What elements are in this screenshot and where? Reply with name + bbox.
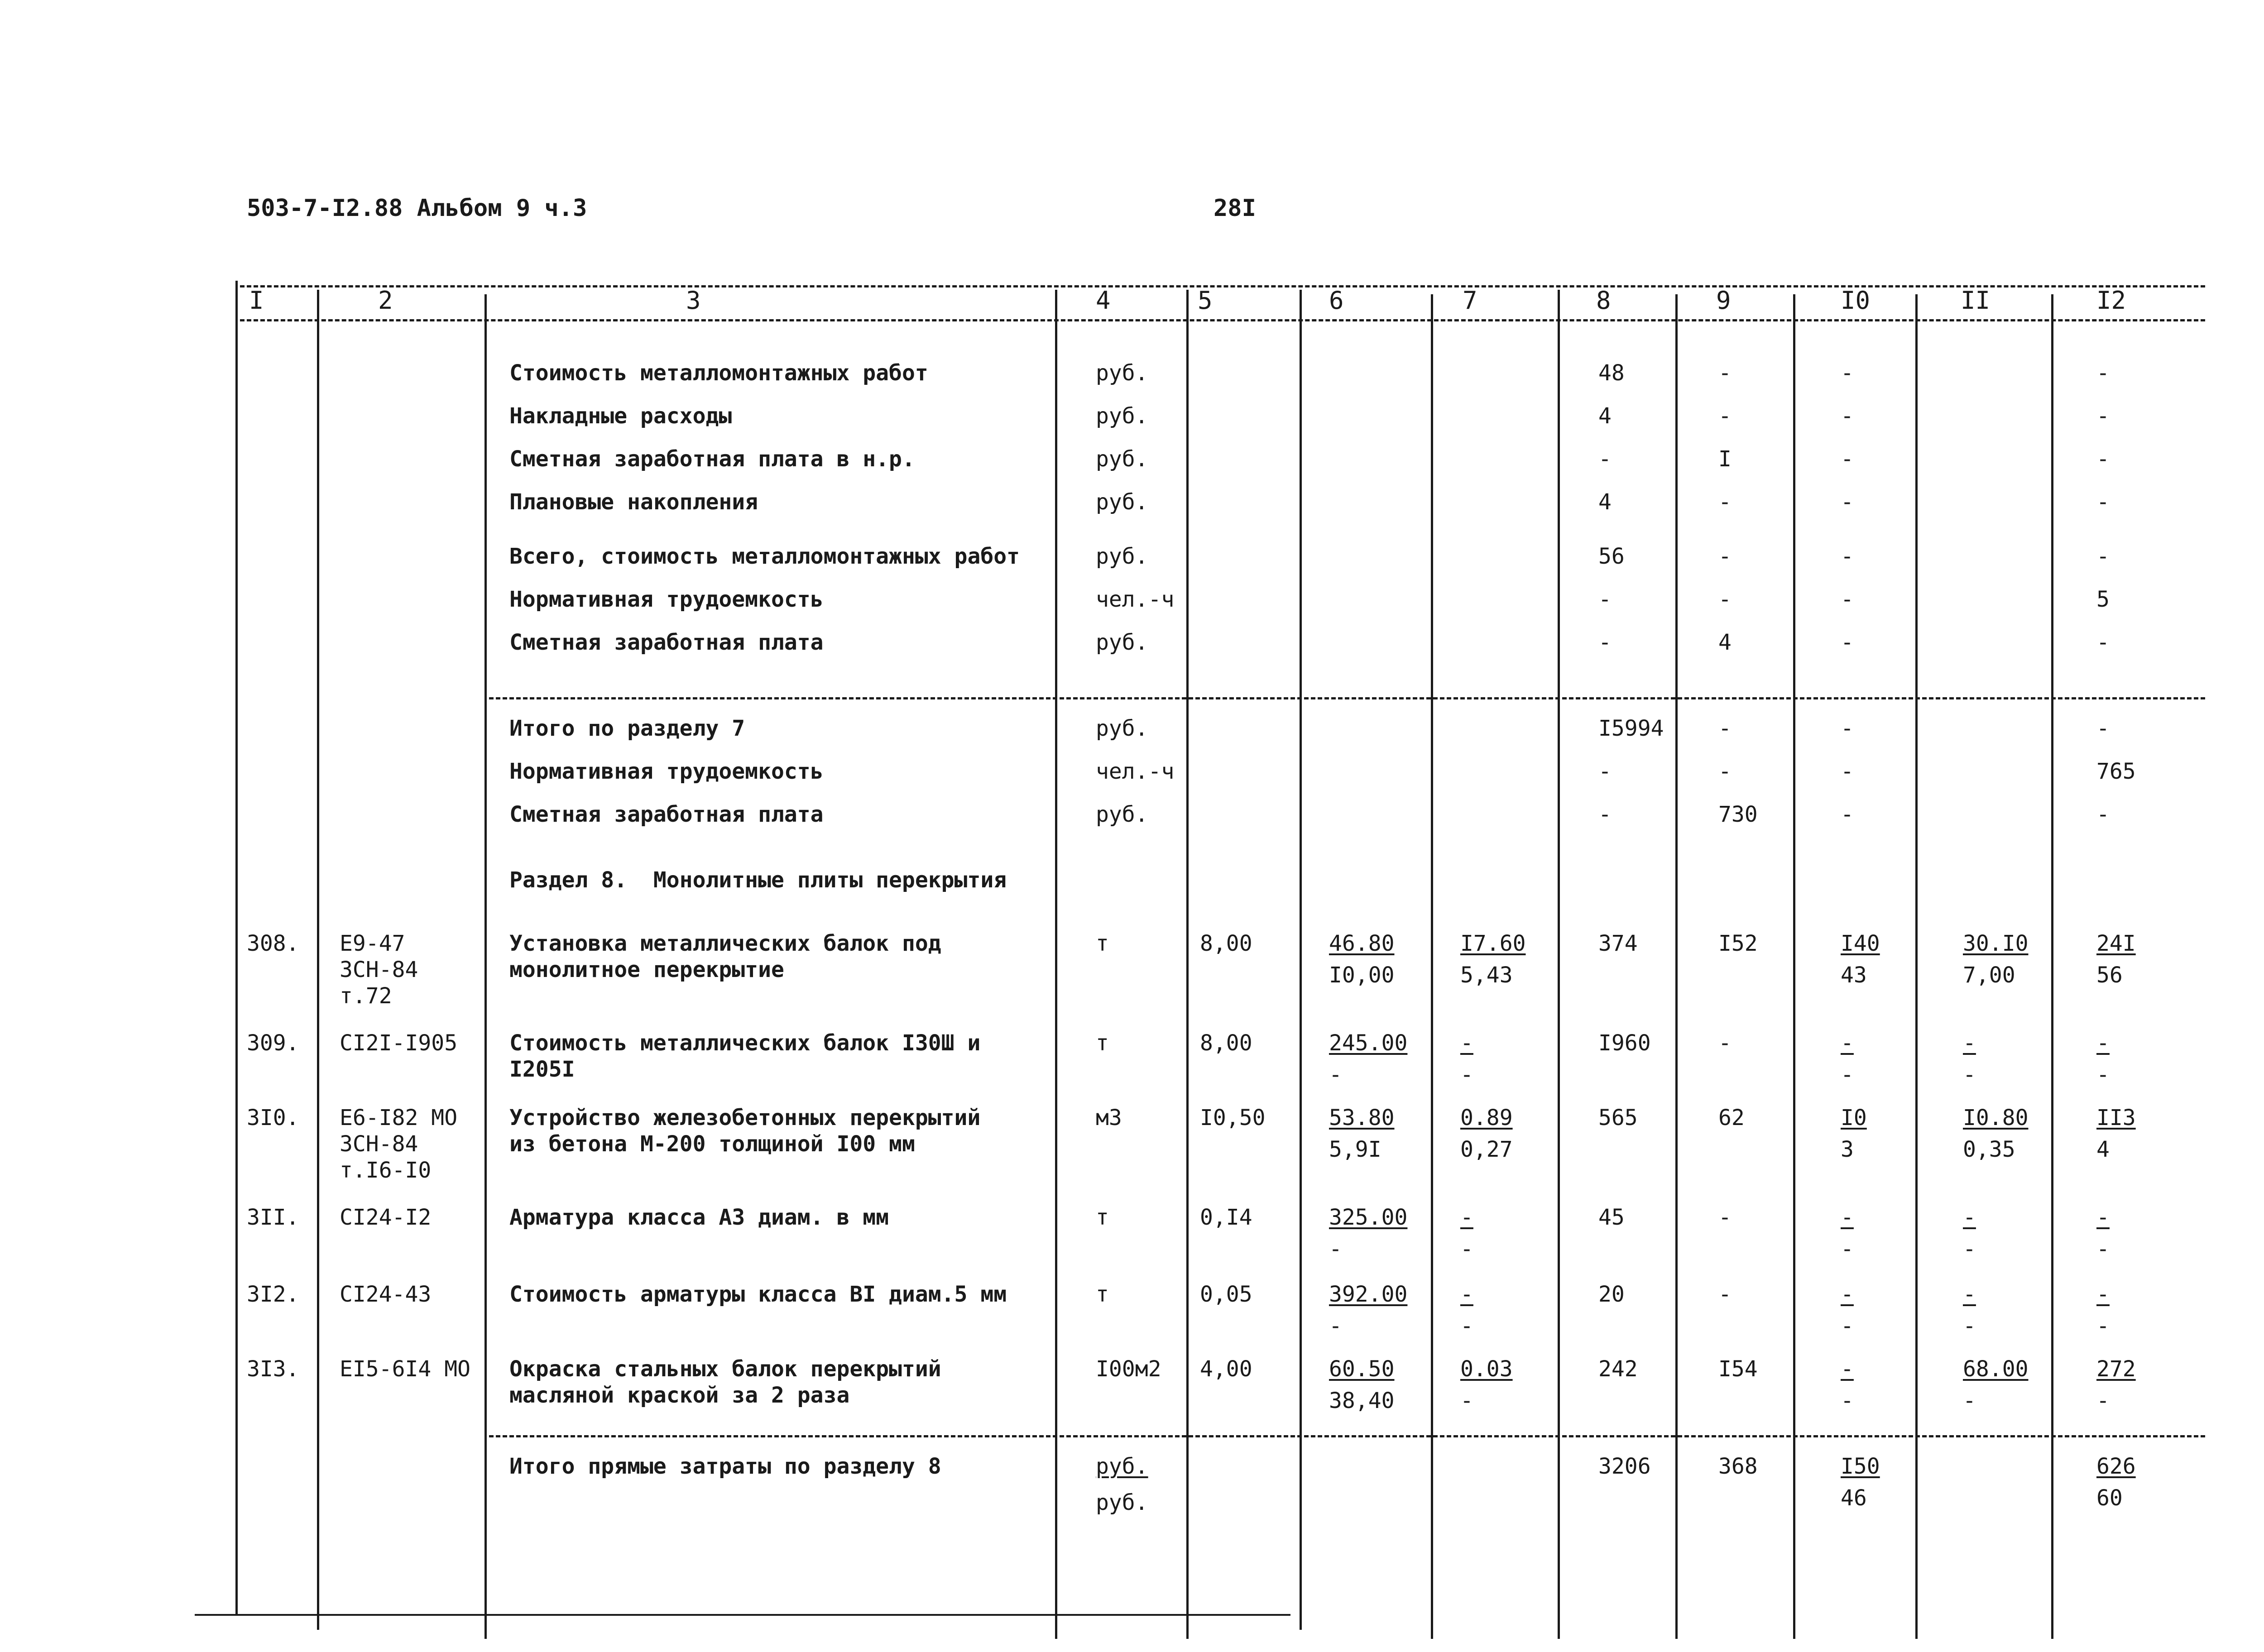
row-col7-top: 0.03 xyxy=(1460,1356,1513,1382)
row-col10: - xyxy=(1841,544,1854,569)
row-col12: - xyxy=(2096,544,2110,569)
row-col9: - xyxy=(1718,759,1732,784)
row-code: Е9-47 ЗСН-84 т.72 xyxy=(340,931,418,1009)
table-bottom-rule xyxy=(195,1614,1290,1616)
row-col9: - xyxy=(1718,544,1732,569)
row-unit: чел.-ч xyxy=(1096,587,1175,612)
table-dashed-rule xyxy=(240,285,2205,287)
row-col11-top: - xyxy=(1963,1282,1976,1307)
table-dashed-rule xyxy=(489,697,2205,699)
row-col10: - xyxy=(1841,716,1854,741)
row-col7-top: - xyxy=(1460,1282,1473,1307)
row-quantity: 0,05 xyxy=(1200,1282,1252,1307)
column-header-8: 8 xyxy=(1596,286,1611,315)
row-col9: - xyxy=(1718,1030,1732,1056)
row-col6-bottom: 38,40 xyxy=(1329,1388,1395,1413)
row-unit: руб. xyxy=(1096,489,1148,515)
row-description: Сметная заработная плата в н.р. xyxy=(509,446,915,472)
table-column-rule xyxy=(317,290,319,1630)
row-col10: - xyxy=(1841,360,1854,386)
row-col10: - xyxy=(1841,446,1854,472)
row-number: 3II. xyxy=(247,1205,299,1230)
row-number: 3I3. xyxy=(247,1356,299,1382)
row-col6-bottom: - xyxy=(1329,1236,1342,1262)
row-col12-top: - xyxy=(2096,1282,2110,1307)
row-col10-top: - xyxy=(1841,1356,1854,1382)
row-col12-top: 626 xyxy=(2096,1454,2136,1479)
row-col10-top: - xyxy=(1841,1282,1854,1307)
row-col9: I54 xyxy=(1718,1356,1758,1382)
row-number: 309. xyxy=(247,1030,299,1056)
column-header-6: 6 xyxy=(1329,286,1344,315)
row-code: Е6-I82 МО ЗСН-84 т.I6-I0 xyxy=(340,1105,458,1183)
row-col12: 5 xyxy=(2096,587,2110,612)
row-unit: т xyxy=(1096,1030,1109,1056)
row-col8: 4 xyxy=(1598,489,1612,515)
row-description: Сметная заработная плата xyxy=(509,802,824,827)
row-col9: - xyxy=(1718,716,1732,741)
row-description: Стоимость металлических балок I30Ш и I205I xyxy=(509,1030,981,1082)
column-header-11: II xyxy=(1961,286,1991,315)
row-col6-top: 60.50 xyxy=(1329,1356,1395,1382)
row-unit: руб. xyxy=(1096,716,1148,741)
row-col10-bottom: - xyxy=(1841,1313,1854,1339)
row-number: 3I0. xyxy=(247,1105,299,1130)
row-col12-top: 24I xyxy=(2096,931,2136,956)
row-description: Сметная заработная плата xyxy=(509,630,824,655)
row-unit: т xyxy=(1096,931,1109,956)
row-quantity: 8,00 xyxy=(1200,931,1252,956)
row-col9: 4 xyxy=(1718,630,1732,655)
row-col12-bottom: - xyxy=(2096,1313,2110,1339)
row-col8: 242 xyxy=(1598,1356,1638,1382)
row-unit-secondary: руб. xyxy=(1096,1490,1148,1515)
row-description: Нормативная трудоемкость xyxy=(509,759,824,784)
row-col11-bottom: - xyxy=(1963,1313,1976,1339)
row-unit: чел.-ч xyxy=(1096,759,1175,784)
row-col12: - xyxy=(2096,360,2110,386)
row-unit: руб. xyxy=(1096,1454,1148,1479)
row-description: Установка металлических балок под монолитное перекрытие xyxy=(509,931,941,982)
row-col7-bottom: - xyxy=(1460,1388,1473,1413)
row-col9: - xyxy=(1718,360,1732,386)
row-col9: 368 xyxy=(1718,1454,1758,1479)
row-col8: - xyxy=(1598,759,1612,784)
row-description: Нормативная трудоемкость xyxy=(509,587,824,612)
column-header-3: 3 xyxy=(686,286,701,315)
column-header-1: I xyxy=(249,286,264,315)
row-description: Плановые накопления xyxy=(509,489,758,515)
row-col10-bottom: 46 xyxy=(1841,1485,1867,1511)
row-col7-bottom: - xyxy=(1460,1313,1473,1339)
row-description: Окраска стальных балок перекрытий масляной краской за 2 раза xyxy=(509,1356,941,1408)
row-col12: - xyxy=(2096,489,2110,515)
row-description: Итого по разделу 7 xyxy=(509,716,745,741)
row-description: Итого прямые затраты по разделу 8 xyxy=(509,1454,941,1479)
row-col7-top: - xyxy=(1460,1030,1473,1056)
table-column-rule xyxy=(235,281,238,1614)
column-header-7: 7 xyxy=(1463,286,1477,315)
row-unit: I00м2 xyxy=(1096,1356,1161,1382)
row-col8: I5994 xyxy=(1598,716,1664,741)
column-header-9: 9 xyxy=(1716,286,1731,315)
row-col8: 565 xyxy=(1598,1105,1638,1130)
row-col6-top: 53.80 xyxy=(1329,1105,1395,1130)
row-description: Устройство железобетонных перекрытий из бетона М-200 толщиной I00 мм xyxy=(509,1105,981,1157)
table-dashed-rule xyxy=(489,1435,2205,1437)
row-description: Арматура класса А3 диам. в мм xyxy=(509,1205,889,1230)
row-col12: - xyxy=(2096,802,2110,827)
row-col8: - xyxy=(1598,630,1612,655)
row-col8: I960 xyxy=(1598,1030,1651,1056)
row-unit: руб. xyxy=(1096,630,1148,655)
row-col10: - xyxy=(1841,630,1854,655)
row-col12-top: - xyxy=(2096,1205,2110,1230)
row-col6-bottom: I0,00 xyxy=(1329,962,1395,988)
row-unit: т xyxy=(1096,1205,1109,1230)
row-description: Всего, стоимость металломонтажных работ xyxy=(509,544,1020,569)
row-col12: - xyxy=(2096,630,2110,655)
row-col8: 3206 xyxy=(1598,1454,1651,1479)
row-col10-bottom: - xyxy=(1841,1236,1854,1262)
row-unit: руб. xyxy=(1096,802,1148,827)
row-col8: - xyxy=(1598,446,1612,472)
row-description: Накладные расходы xyxy=(509,403,732,429)
row-col9: - xyxy=(1718,489,1732,515)
row-unit: руб. xyxy=(1096,360,1148,386)
row-col12-bottom: 56 xyxy=(2096,962,2123,988)
row-col12-top: - xyxy=(2096,1030,2110,1056)
row-col7-bottom: - xyxy=(1460,1062,1473,1087)
row-col10-bottom: - xyxy=(1841,1388,1854,1413)
row-col11-bottom: - xyxy=(1963,1236,1976,1262)
row-col7-top: - xyxy=(1460,1205,1473,1230)
row-quantity: 4,00 xyxy=(1200,1356,1252,1382)
row-col11-bottom: - xyxy=(1963,1062,1976,1087)
row-col10-top: I0 xyxy=(1841,1105,1867,1130)
row-code: СI24-43 xyxy=(340,1282,432,1307)
row-col9: I52 xyxy=(1718,931,1758,956)
column-header-10: I0 xyxy=(1841,286,1871,315)
row-col12-top: 272 xyxy=(2096,1356,2136,1382)
row-col6-bottom: 5,9I xyxy=(1329,1137,1381,1162)
row-col7-top: I7.60 xyxy=(1460,931,1526,956)
row-col8: 4 xyxy=(1598,403,1612,429)
row-col11-bottom: 7,00 xyxy=(1963,962,2015,988)
row-code: СI2I-I905 xyxy=(340,1030,458,1056)
row-code: СI24-I2 xyxy=(340,1205,432,1230)
row-col9: 730 xyxy=(1718,802,1758,827)
row-col9: - xyxy=(1718,1282,1732,1307)
row-col6-top: 325.00 xyxy=(1329,1205,1408,1230)
row-col11-top: I0.80 xyxy=(1963,1105,2029,1130)
row-number: 308. xyxy=(247,931,299,956)
row-description: Стоимость арматуры класса ВI диам.5 мм xyxy=(509,1282,1007,1307)
row-col8: 20 xyxy=(1598,1282,1625,1307)
row-col10: - xyxy=(1841,802,1854,827)
row-col10-top: - xyxy=(1841,1205,1854,1230)
row-col10-top: I50 xyxy=(1841,1454,1880,1479)
row-col7-bottom: - xyxy=(1460,1236,1473,1262)
row-col12-bottom: - xyxy=(2096,1388,2110,1413)
column-header-5: 5 xyxy=(1198,286,1213,315)
row-col11-bottom: 0,35 xyxy=(1963,1137,2015,1162)
column-header-12: I2 xyxy=(2096,286,2126,315)
row-col10-bottom: - xyxy=(1841,1062,1854,1087)
row-col10: - xyxy=(1841,759,1854,784)
row-col9: - xyxy=(1718,1205,1732,1230)
row-quantity: 0,I4 xyxy=(1200,1205,1252,1230)
row-unit: т xyxy=(1096,1282,1109,1307)
row-col11-top: - xyxy=(1963,1205,1976,1230)
row-col8: 56 xyxy=(1598,544,1625,569)
row-col9: - xyxy=(1718,403,1732,429)
row-quantity: I0,50 xyxy=(1200,1105,1266,1130)
row-col12: - xyxy=(2096,403,2110,429)
row-col12-bottom: 4 xyxy=(2096,1137,2110,1162)
row-col12: - xyxy=(2096,716,2110,741)
row-col6-bottom: - xyxy=(1329,1313,1342,1339)
row-col10-top: I40 xyxy=(1841,931,1880,956)
row-col8: - xyxy=(1598,802,1612,827)
row-unit: руб. xyxy=(1096,544,1148,569)
row-col8: - xyxy=(1598,587,1612,612)
row-col10-bottom: 43 xyxy=(1841,962,1867,988)
row-col12-bottom: - xyxy=(2096,1236,2110,1262)
row-col9: - xyxy=(1718,587,1732,612)
table-dashed-rule xyxy=(240,319,2205,321)
row-col12: 765 xyxy=(2096,759,2136,784)
row-col10: - xyxy=(1841,587,1854,612)
row-col11-top: 68.00 xyxy=(1963,1356,2029,1382)
row-code: ЕI5-6I4 МО xyxy=(340,1356,470,1382)
table-column-rule xyxy=(484,294,487,1639)
row-col7-top: 0.89 xyxy=(1460,1105,1513,1130)
row-col8: 45 xyxy=(1598,1205,1625,1230)
row-unit: руб. xyxy=(1096,403,1148,429)
row-col6-top: 46.80 xyxy=(1329,931,1395,956)
row-col10-top: - xyxy=(1841,1030,1854,1056)
row-col11-bottom: - xyxy=(1963,1388,1976,1413)
row-description: Стоимость металломонтажных работ xyxy=(509,360,928,386)
row-col12: - xyxy=(2096,446,2110,472)
row-col9: I xyxy=(1718,446,1732,472)
page-number: 28I xyxy=(1214,195,1256,222)
table-column-rule xyxy=(1300,290,1302,1630)
row-unit: м3 xyxy=(1096,1105,1122,1130)
row-col7-bottom: 5,43 xyxy=(1460,962,1513,988)
row-col7-bottom: 0,27 xyxy=(1460,1137,1513,1162)
row-col8: 48 xyxy=(1598,360,1625,386)
row-col12-bottom: 60 xyxy=(2096,1485,2123,1511)
row-col11-top: - xyxy=(1963,1030,1976,1056)
row-col9: 62 xyxy=(1718,1105,1745,1130)
document-code: 503-7-I2.88 Альбом 9 ч.3 xyxy=(247,195,587,222)
row-col6-top: 392.00 xyxy=(1329,1282,1408,1307)
row-col10: - xyxy=(1841,489,1854,515)
row-quantity: 8,00 xyxy=(1200,1030,1252,1056)
row-col10: - xyxy=(1841,403,1854,429)
row-col11-top: 30.I0 xyxy=(1963,931,2029,956)
row-description: Раздел 8. Монолитные плиты перекрытия xyxy=(509,867,1007,893)
row-number: 3I2. xyxy=(247,1282,299,1307)
column-header-2: 2 xyxy=(378,286,393,315)
row-col6-bottom: - xyxy=(1329,1062,1342,1087)
row-col6-top: 245.00 xyxy=(1329,1030,1408,1056)
row-col12-bottom: - xyxy=(2096,1062,2110,1087)
column-header-4: 4 xyxy=(1096,286,1111,315)
row-unit: руб. xyxy=(1096,446,1148,472)
row-col10-bottom: 3 xyxy=(1841,1137,1854,1162)
row-col12-top: II3 xyxy=(2096,1105,2136,1130)
row-col8: 374 xyxy=(1598,931,1638,956)
